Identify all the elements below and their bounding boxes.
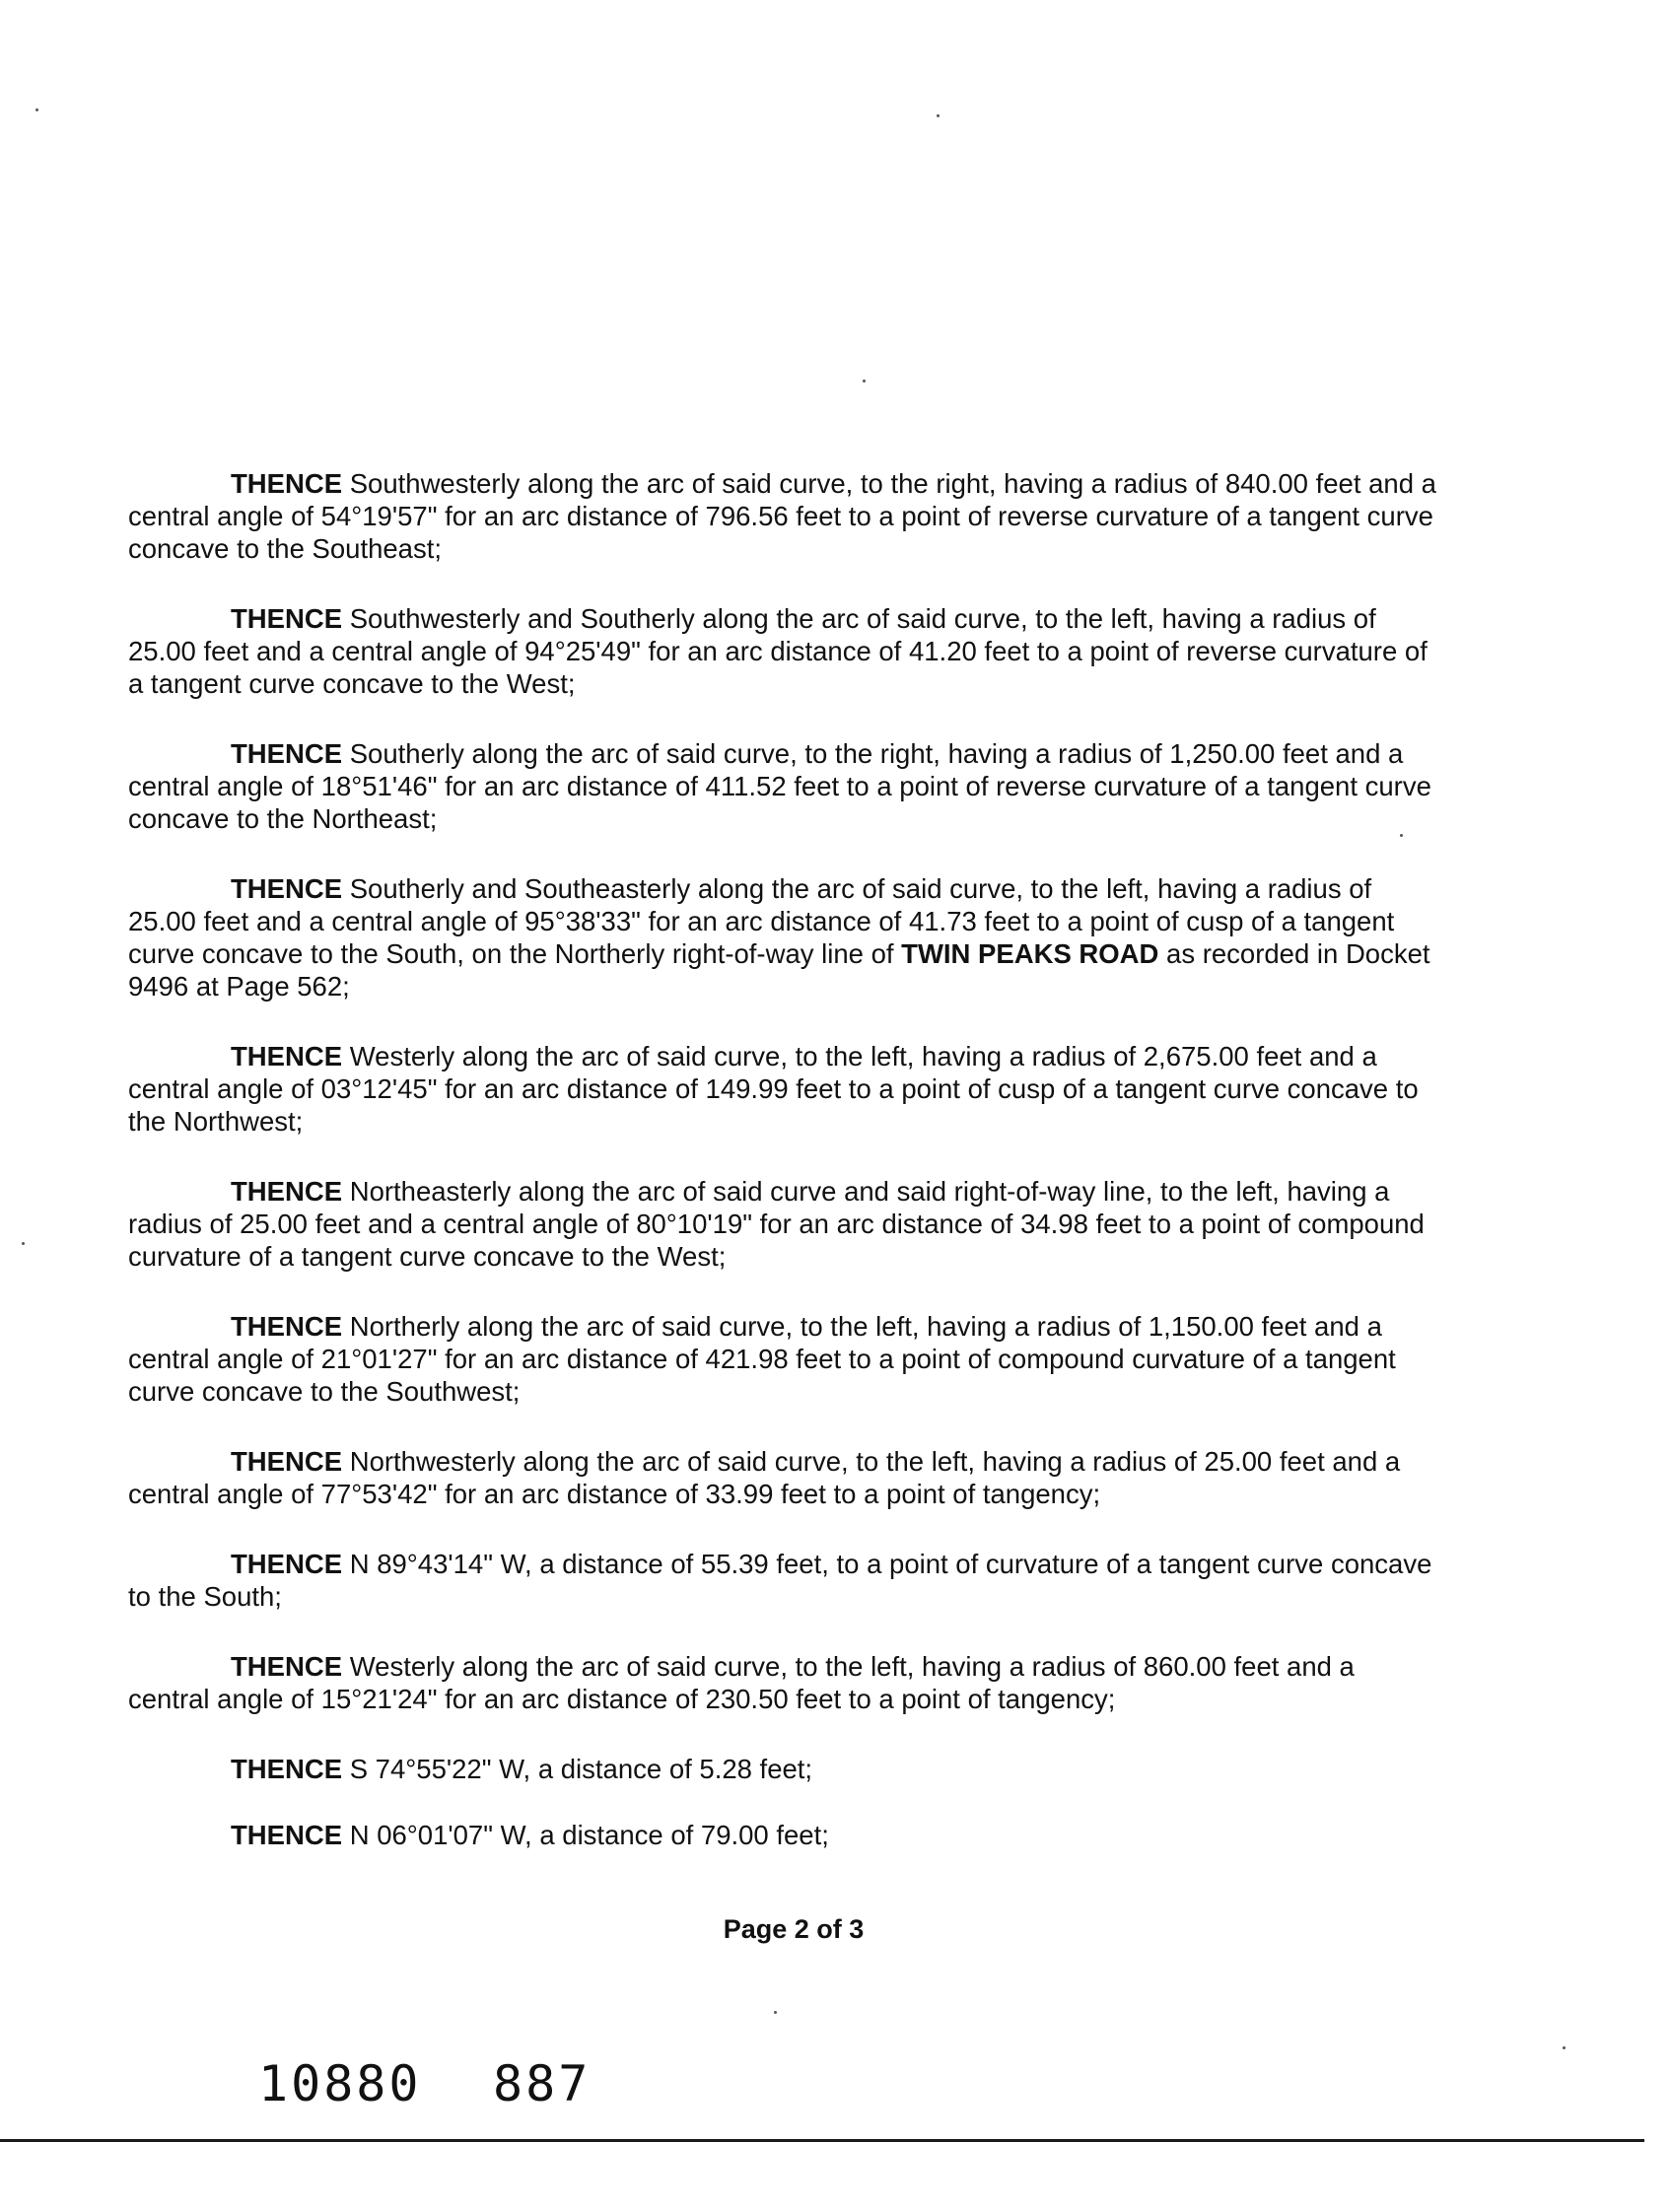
course-paragraph-10 bbox=[128, 1650, 1439, 1715]
course-paragraph-12 bbox=[128, 1819, 1439, 1851]
course-text: N 89°43'14" W, a distance of 55.39 feet, to a point of curvature of a tangent curve concave to the South; bbox=[128, 1549, 1432, 1612]
course-keyword: THENCE bbox=[231, 1651, 343, 1682]
course-paragraph-2 bbox=[128, 602, 1439, 700]
course-keyword: THENCE bbox=[231, 1754, 343, 1784]
course-text: Northeasterly along the arc of said curve and said right-of-way line, to the left, having a radius of 25.00 feet and a central angle of 80°10'19" for an arc distance of 34.98 feet to a point of compound curvature of a tangent curve concave to the West; bbox=[128, 1176, 1425, 1272]
course-text: Westerly along the arc of said curve, to the left, having a radius of 2,675.00 feet and a central angle of 03°12'45" for an arc distance of 149.99 feet to a point of cusp of a tangent curve concave to the Northwest; bbox=[128, 1041, 1419, 1137]
course-text: S 74°55'22" W, a distance of 5.28 feet; bbox=[342, 1754, 813, 1784]
course-paragraph-1 bbox=[128, 467, 1439, 565]
course-paragraph-11 bbox=[128, 1753, 1439, 1785]
course-text: Southerly and Southeasterly along the arc of said curve, to the left, having a radius of 25.00 feet and a central angle of 95°38'33" for an arc distance of 41.73 feet to a point of cusp of a tangent curve concave to the South, on the Northerly right-of-way line of bbox=[128, 873, 1395, 969]
course-keyword: THENCE bbox=[231, 1311, 343, 1342]
page-number: Page 2 of 3 bbox=[723, 1914, 865, 1944]
course-keyword: THENCE bbox=[231, 873, 343, 904]
course-keyword: THENCE bbox=[231, 738, 343, 769]
course-keyword: THENCE bbox=[231, 1549, 343, 1579]
course-paragraph-8 bbox=[128, 1445, 1439, 1510]
scan-speck bbox=[1400, 834, 1403, 837]
course-paragraph-6 bbox=[128, 1175, 1439, 1273]
scan-speck bbox=[863, 380, 866, 382]
course-text: Westerly along the arc of said curve, to the left, having a radius of 860.00 feet and a central angle of 15°21'24" for an arc distance of 230.50 feet to a point of tangency; bbox=[128, 1651, 1355, 1714]
road-name: TWIN PEAKS ROAD bbox=[901, 938, 1159, 969]
course-keyword: THENCE bbox=[231, 603, 343, 634]
course-text: Southwesterly along the arc of said curve, to the right, having a radius of 840.00 feet and a central angle of 54°19'57" for an arc distance of 796.56 feet to a point of reverse curvature of a tangent curve concave to the Southeast; bbox=[128, 468, 1436, 564]
course-keyword: THENCE bbox=[231, 1820, 343, 1850]
course-paragraph-5 bbox=[128, 1040, 1439, 1138]
scan-speck bbox=[35, 108, 38, 111]
recording-book-number: 10880 bbox=[258, 2055, 422, 2112]
course-paragraph-3 bbox=[128, 737, 1439, 835]
course-text: Southwesterly and Southerly along the arc of said curve, to the left, having a radius of 25.00 feet and a central angle of 94°25'49" for an arc distance of 41.20 feet to a point of reverse curvature of a tangent curve concave to the West; bbox=[128, 603, 1428, 699]
recording-page-number: 887 bbox=[493, 2055, 592, 2112]
scan-speck bbox=[774, 2011, 777, 2014]
course-text: Southerly along the arc of said curve, to the right, having a radius of 1,250.00 feet and a central angle of 18°51'46" for an arc distance of 411.52 feet to a point of reverse curvature of a tangent curve concave to the Northeast; bbox=[128, 738, 1431, 834]
course-text-tail: as recorded in Docket 9496 at Page 562; bbox=[128, 938, 1430, 1002]
course-keyword: THENCE bbox=[231, 1176, 343, 1207]
course-paragraph-9 bbox=[128, 1548, 1439, 1613]
bottom-rule bbox=[0, 2139, 1644, 2142]
course-paragraph-4 bbox=[128, 872, 1439, 1002]
legal-description-body bbox=[128, 467, 1439, 1885]
course-text: Northwesterly along the arc of said curve, to the left, having a radius of 25.00 feet and a central angle of 77°53'42" for an arc distance of 33.99 feet to a point of tangency; bbox=[128, 1446, 1401, 1509]
course-keyword: THENCE bbox=[231, 1446, 343, 1477]
course-text: N 06°01'07" W, a distance of 79.00 feet; bbox=[342, 1820, 829, 1850]
scan-speck bbox=[937, 114, 940, 117]
course-paragraph-7 bbox=[128, 1310, 1439, 1408]
scan-speck bbox=[1563, 2046, 1566, 2049]
course-text: Northerly along the arc of said curve, to the left, having a radius of 1,150.00 feet and a central angle of 21°01'27" for an arc distance of 421.98 feet to a point of compound curvature of a tangent curve concave to the Southwest; bbox=[128, 1311, 1396, 1407]
course-keyword: THENCE bbox=[231, 1041, 343, 1071]
course-keyword: THENCE bbox=[231, 468, 343, 499]
scan-speck bbox=[22, 1242, 25, 1245]
